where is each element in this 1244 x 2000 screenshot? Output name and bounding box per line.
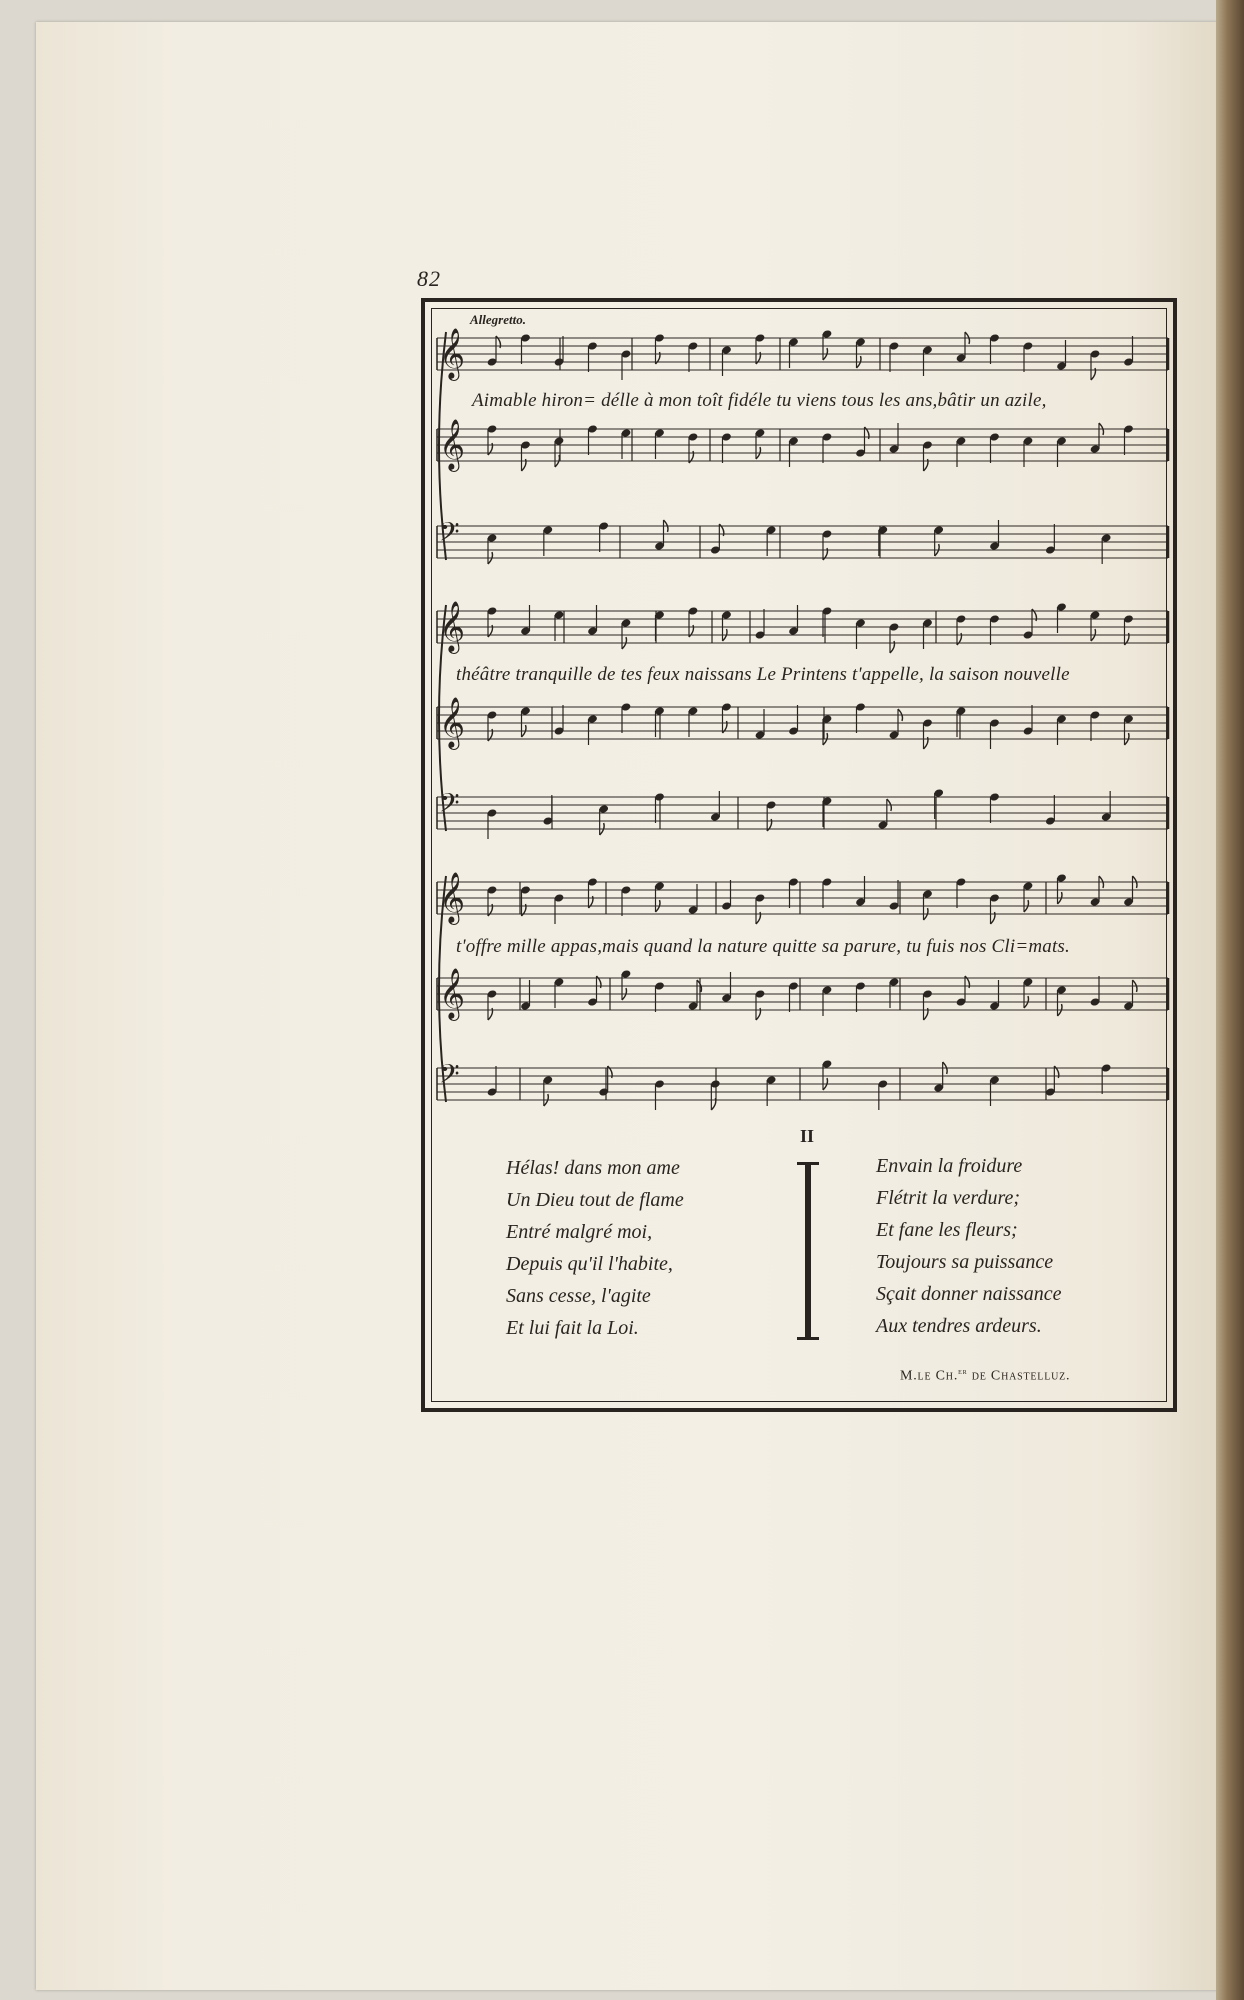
treble-clef-icon: 𝄞: [439, 419, 466, 470]
verse-number: II: [800, 1126, 815, 1146]
verse-right-line: Flétrit la verdure;: [876, 1187, 1021, 1209]
treble-clef-icon: 𝄞: [439, 697, 466, 748]
verse-divider: [805, 1162, 811, 1340]
verse-left-line: Sans cesse, l'agite: [506, 1285, 651, 1307]
page-number: 82: [417, 266, 441, 291]
lyric-line-1: Aimable hiron= délle à mon toît fidéle tu viens tous les ans,bâtir un azile,: [472, 390, 1047, 411]
verse-right-line: Et fane les fleurs;: [876, 1219, 1018, 1241]
tempo-marking: Allegretto.: [470, 312, 526, 327]
treble-clef-icon: 𝄞: [439, 968, 466, 1019]
verse-right-column: [876, 1150, 1062, 1342]
verse-right-line: Envain la froidure: [876, 1155, 1023, 1177]
bass-clef-icon: 𝄢: [439, 516, 460, 554]
verse-right-line: Toujours sa puissance: [876, 1251, 1054, 1273]
bass-clef-icon: 𝄢: [439, 1058, 460, 1096]
treble-clef-icon: 𝄞: [439, 601, 466, 652]
treble-clef-icon: 𝄞: [439, 328, 466, 379]
verse-left-line: Et lui fait la Loi.: [506, 1317, 639, 1339]
verse-right-line: Sçait donner naissance: [876, 1283, 1062, 1305]
composer-attribution: M.le Ch.$^{er}$ de Chastelluz.: [900, 1366, 1071, 1384]
verse-right-line: Aux tendres ardeurs.: [876, 1315, 1042, 1337]
verse-left-column: [506, 1152, 684, 1344]
treble-clef-icon: 𝄞: [439, 872, 466, 923]
verse-left-line: Depuis qu'il l'habite,: [506, 1253, 673, 1275]
lyric-line-3: t'offre mille appas,mais quand la nature quitte sa parure, tu fuis nos Cli=mats.: [456, 936, 1070, 957]
verse-left-line: Entré malgré moi,: [506, 1221, 653, 1243]
verse-left-line: Un Dieu tout de flame: [506, 1189, 684, 1211]
lyric-line-2: théâtre tranquille de tes feux naissans Le Printens t'appelle, la saison nouvelle: [456, 664, 1070, 685]
verse-left-line: Hélas! dans mon ame: [506, 1157, 680, 1179]
bass-clef-icon: 𝄢: [439, 787, 460, 825]
